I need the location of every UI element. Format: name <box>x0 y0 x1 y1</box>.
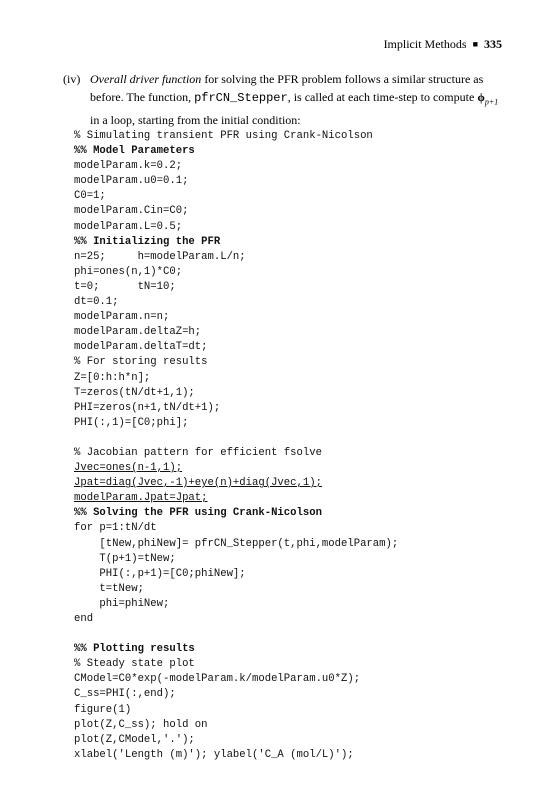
code-line: T(p+1)=tNew; <box>74 552 176 565</box>
code-line: Jvec=ones(n-1,1); <box>74 462 183 475</box>
code-line: % For storing results <box>74 356 208 369</box>
code-line: modelParam.u0=0.1; <box>74 175 189 188</box>
code-line: Z=[0:h:h*n]; <box>74 371 151 384</box>
code-line: CModel=C0*exp(-modelParam.k/modelParam.u0*Z); <box>74 673 361 686</box>
code-line: t=tNew; <box>74 582 144 595</box>
code-line: % Steady state plot <box>74 658 195 671</box>
page-number: 335 <box>484 37 502 51</box>
code-line: xlabel('Length (m)'); ylabel('C_A (mol/L)'); <box>74 748 354 761</box>
code-line: % Simulating transient PFR using Crank-Nicolson <box>74 130 373 142</box>
code-line <box>74 627 398 642</box>
intro-text <box>90 70 506 129</box>
code-line: end <box>74 613 94 625</box>
code-line: %% Plotting results <box>74 643 195 656</box>
code-line: Jpat=diag(Jvec,-1)+eye(n)+diag(Jvec,1); <box>74 477 322 490</box>
intro-text-2: , is called at each time-step to compute <box>287 90 478 104</box>
intro-text-3: in a loop, starting from the initial condition: <box>90 113 301 128</box>
code-line: C0=1; <box>74 190 106 203</box>
code-line: %% Solving the PFR using Crank-Nicolson <box>74 507 322 520</box>
code-line: PHI(:,1)=[C0;phi]; <box>74 416 189 429</box>
function-name: pfrCN_Stepper <box>194 91 288 105</box>
running-header <box>384 37 502 52</box>
code-line: [tNew,phiNew]= pfrCN_Stepper(t,phi,modelParam); <box>74 537 399 550</box>
code-line: modelParam.n=n; <box>74 311 170 324</box>
section-title: Implicit Methods <box>383 37 467 51</box>
code-line: modelParam.deltaZ=h; <box>74 326 202 339</box>
code-line: C_ss=PHI(:,end); <box>74 688 176 701</box>
code-line: phi=phiNew; <box>74 597 170 610</box>
code-line: n=25; h=modelParam.L/n; <box>74 250 246 263</box>
code-line: modelParam.k=0.2; <box>74 160 183 173</box>
code-line: modelParam.L=0.5; <box>74 220 183 233</box>
separator-square: ■ <box>472 39 478 49</box>
phi-symbol: ϕ <box>477 90 485 104</box>
code-line: figure(1) <box>74 703 132 716</box>
code-line: PHI(:,p+1)=[C0;phiNew]; <box>74 567 246 580</box>
code-line: %% Initializing the PFR <box>74 235 221 248</box>
code-line: modelParam.Jpat=Jpat; <box>74 492 208 505</box>
code-line: phi=ones(n,1)*C0; <box>74 265 183 278</box>
italic-lead: Overall driver function <box>90 72 202 86</box>
item-number: (iv) <box>63 72 81 86</box>
code-line: dt=0.1; <box>74 296 119 309</box>
code-line: for p=1:tN/dt <box>74 522 157 535</box>
code-line: plot(Z,CModel,'.'); <box>74 733 195 746</box>
intro-paragraph <box>63 70 506 129</box>
phi-subscript: p+1 <box>484 97 499 107</box>
code-line: PHI=zeros(n+1,tN/dt+1); <box>74 401 221 414</box>
code-line: t=0; tN=10; <box>74 280 176 293</box>
code-line: modelParam.deltaT=dt; <box>74 341 208 354</box>
code-line: modelParam.Cin=C0; <box>74 205 189 218</box>
code-line <box>74 431 398 446</box>
code-line: % Jacobian pattern for efficient fsolve <box>74 446 322 459</box>
code-line: %% Model Parameters <box>74 145 195 158</box>
code-line: plot(Z,C_ss); hold on <box>74 718 208 731</box>
code-line: T=zeros(tN/dt+1,1); <box>74 386 195 399</box>
intro-text-1: for solving the PFR problem follows a similar structure as before. The function, <box>90 72 484 104</box>
code-listing <box>74 129 398 763</box>
